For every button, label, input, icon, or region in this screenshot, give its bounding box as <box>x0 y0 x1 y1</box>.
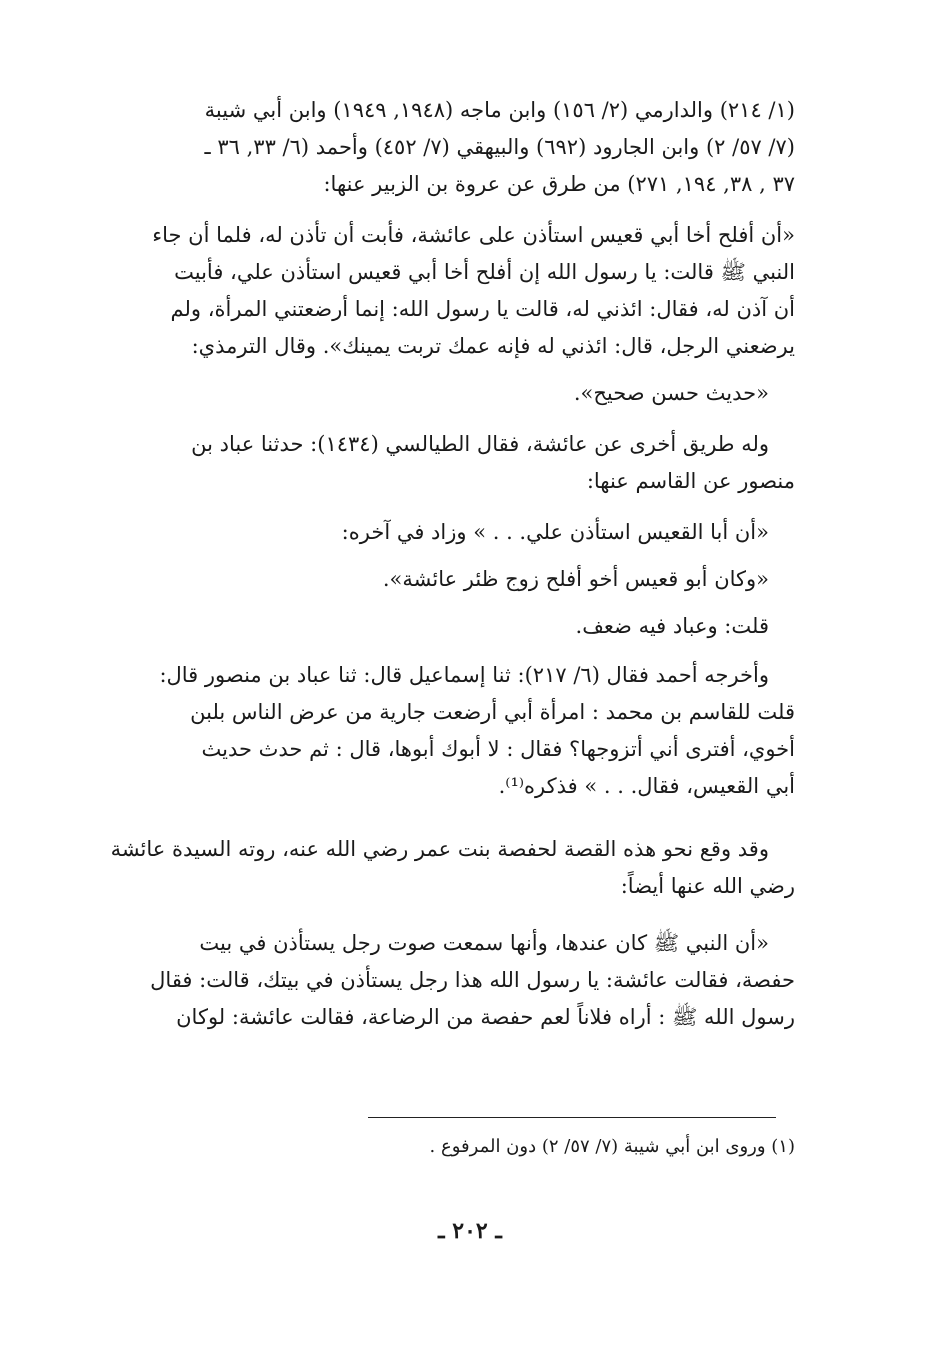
text-line: رسول الله ﷺ : أراه فلاناً لعم حفصة من الرضاعة، فقالت عائشة: لوكان <box>176 1005 795 1029</box>
page-body <box>105 92 795 1036</box>
text-line: ٣٧ , ٣٨, ١٩٤, ٢٧١) من طرق عن عروة بن الزبير عنها: <box>323 172 795 196</box>
text-line: أن آذن له، فقال: ائذني له، قالت يا رسول الله: إنما أرضعتني المرأة، ولم <box>170 297 795 321</box>
text-line: (٧/ ٥٧/ ٢) وابن الجارود (٦٩٢) والبيهقي (٧/ ٤٥٢) وأحمد (٦/ ٣٣, ٣٦ ـ <box>204 135 795 159</box>
text-line: «وكان أبو قعيس أخو أفلح زوج ظئر عائشة». <box>382 567 769 591</box>
paragraph-hafsa-intro <box>105 831 795 905</box>
paragraph-ahmad-route <box>105 657 795 805</box>
text-line: قلت للقاسم بن محمد : امرأة أبي أرضعت جارية من عرض الناس بلبن <box>190 700 795 724</box>
text-line: النبي ﷺ قالت: يا رسول الله إن أفلح أخا أبي قعيس استأذن علي، فأبيت <box>174 260 795 284</box>
footnote-divider <box>368 1117 776 1118</box>
paragraph-addition-quote <box>105 561 795 598</box>
text-line: وله طريق أخرى عن عائشة، فقال الطيالسي (١٤٣٤): حدثنا عباد بن <box>191 432 769 456</box>
paragraph-abu-queis-quote <box>105 514 795 551</box>
paragraph-references-intro <box>105 92 795 203</box>
text-line: (١/ ٢١٤) والدارمي (٢/ ١٥٦) وابن ماجه (١٩٤٨, ١٩٤٩) وابن أبي شيبة <box>204 98 795 122</box>
paragraph-author-comment <box>105 608 795 645</box>
text-line: أخوي، أفترى أني أتزوجها؟ فقال : لا أبوك أبوها، قال : ثم حدث حديث <box>201 737 795 761</box>
text-line: أبي القعيس، فقال. . . » فذكره⁽¹⁾. <box>498 774 795 798</box>
paragraph-hafsa-hadith <box>105 925 795 1036</box>
text-line: «حديث حسن صحيح». <box>573 381 769 405</box>
text-line: وقد وقع نحو هذه القصة لحفصة بنت عمر رضي الله عنه، روته السيدة عائشة <box>110 837 769 861</box>
text-line: «أن النبي ﷺ كان عندها، وأنها سمعت صوت رجل يستأذن في بيت <box>199 931 769 955</box>
page-number: ـ ٢٠٢ ـ <box>438 1218 502 1244</box>
text-line: حفصة، فقالت عائشة: يا رسول الله هذا رجل يستأذن في بيتك، قالت: فقال <box>150 968 795 992</box>
paragraph-hadith-aflah <box>105 217 795 365</box>
text-line: منصور عن القاسم عنها: <box>586 469 795 493</box>
text-line: «أن أفلح أخا أبي قعيس استأذن على عائشة، فأبت أن تأذن له، فلما أن جاء <box>152 223 795 247</box>
paragraph-tirmidhi-grade <box>105 375 795 412</box>
text-line: «أن أبا القعيس استأذن علي. . . » وزاد في آخره: <box>341 520 769 544</box>
paragraph-tayalisi-route <box>105 426 795 500</box>
footnote: (١) وروى ابن أبي شيبة (٧/ ٥٧/ ٢) دون المرفوع . <box>429 1136 795 1157</box>
text-line: رضي الله عنها أيضاً: <box>620 874 795 898</box>
text-line: يرضعني الرجل، قال: ائذني له فإنه عمك تربت يمينك». وقال الترمذي: <box>191 334 795 358</box>
text-line: وأخرجه أحمد فقال (٦/ ٢١٧): ثنا إسماعيل قال: ثنا عباد بن منصور قال: <box>159 663 769 687</box>
text-line: قلت: وعباد فيه ضعف. <box>575 614 769 638</box>
